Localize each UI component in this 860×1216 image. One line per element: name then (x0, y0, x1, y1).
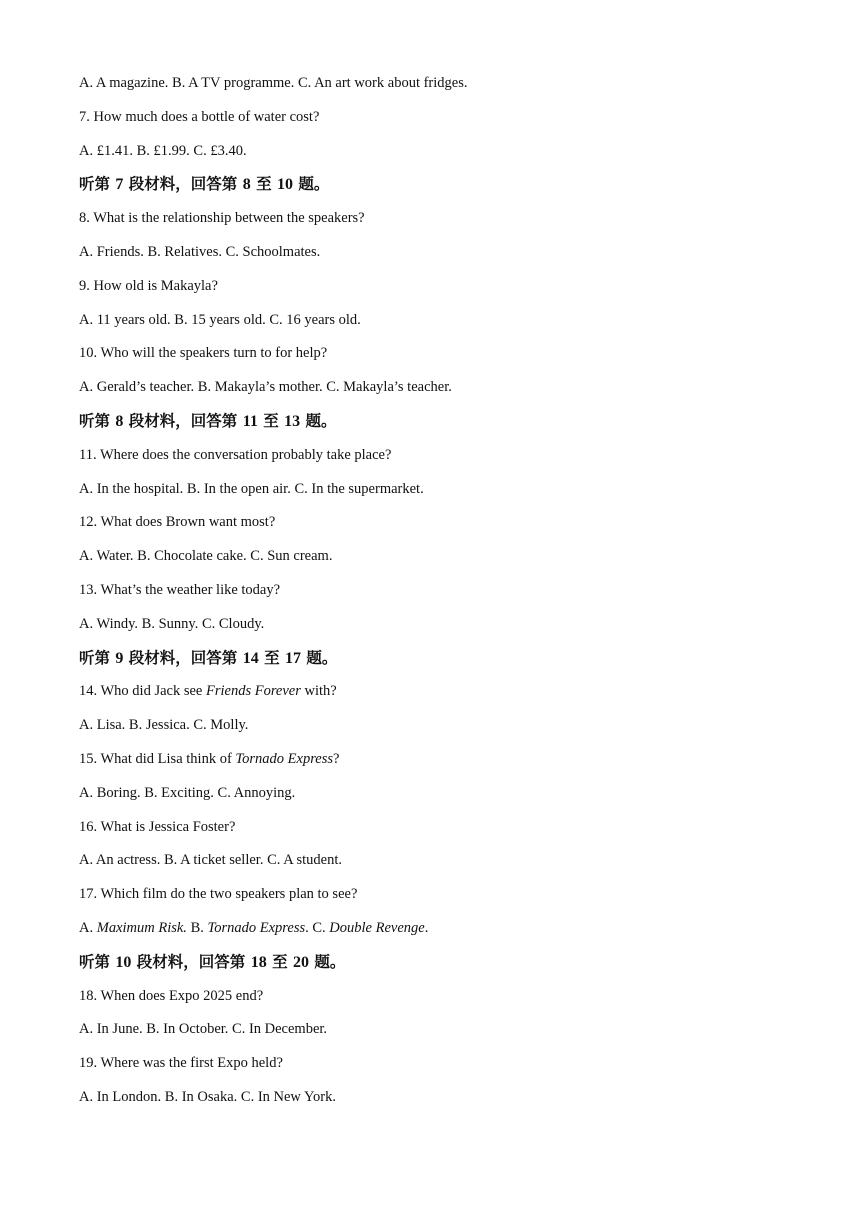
title-italic: Double Revenge (329, 919, 425, 936)
answer-options: A. An actress. B. A ticket seller. C. A student. (79, 852, 342, 869)
answer-options: A. A magazine. B. A TV programme. C. An art work about fridges. (79, 75, 468, 91)
section-heading (79, 951, 799, 985)
question-text (79, 680, 799, 714)
text-fragment: 7 (115, 176, 124, 194)
question-text: 18. When does Expo 2025 end? (79, 987, 264, 1004)
question-text (79, 917, 799, 951)
question-text: 11. Where does the conversation probably take place? (79, 446, 392, 463)
question-text: 13. What’s the weather like today? (79, 581, 281, 598)
section-heading (79, 410, 799, 444)
question-text: 12. What does Brown want most? (79, 514, 276, 531)
document-content (79, 72, 799, 1120)
text-fragment: A. (79, 919, 97, 936)
question-text (79, 748, 799, 782)
question-text: 10. Who will the speakers turn to for help? (79, 345, 328, 362)
text-fragment: 听第 (79, 410, 116, 430)
text-fragment: 至 (266, 951, 293, 971)
text-fragment: 段材料，回答第 (123, 174, 243, 194)
question-text: 7. How much does a bottle of water cost? (79, 108, 320, 125)
text-fragment: 14 (242, 649, 259, 667)
text-fragment: 段材料，回答第 (123, 410, 243, 430)
text-fragment: 20 (293, 953, 309, 971)
title-italic: Tornado Express (235, 750, 334, 767)
text-fragment: 15. What did Lisa think of (79, 750, 236, 767)
text-fragment: 至 (250, 174, 277, 194)
text-fragment: 段材料，回答第 (123, 647, 243, 667)
answer-options: A. 11 years old. B. 15 years old. C. 16 years old. (79, 311, 361, 328)
section-heading (79, 647, 799, 681)
title-italic: Friends Forever (205, 683, 301, 700)
title-italic: Tornado Express (207, 919, 306, 936)
text-fragment: 11 (242, 412, 258, 430)
text-fragment: 9 (115, 649, 124, 667)
answer-options: A. Gerald’s teacher. B. Makayla’s mother. C. Makayla’s teacher. (79, 379, 452, 396)
answer-options: A. In June. B. In October. C. In December. (79, 1021, 328, 1038)
text-fragment: 段材料，回答第 (131, 951, 251, 971)
text-fragment: 至 (257, 410, 285, 430)
text-fragment: . C. (305, 919, 330, 936)
question-text: 19. Where was the first Expo held? (79, 1055, 283, 1072)
text-fragment: 至 (258, 647, 285, 667)
answer-options: A. Boring. B. Exciting. C. Annoying. (79, 784, 296, 801)
answer-options: A. In the hospital. B. In the open air. C. In the supermarket. (79, 480, 424, 497)
answer-options: A. Water. B. Chocolate cake. C. Sun cream. (79, 548, 333, 565)
title-italic: Maximum Risk. (96, 919, 187, 936)
text-fragment: B. (186, 919, 208, 936)
answer-options: A. Windy. B. Sunny. C. Cloudy. (79, 615, 265, 632)
text-fragment: 题。 (300, 410, 337, 430)
text-fragment: 8 (115, 412, 124, 430)
text-fragment: 题。 (293, 174, 330, 194)
text-fragment: 听第 (79, 174, 116, 194)
text-fragment: ? (333, 750, 340, 767)
text-fragment: with? (300, 683, 337, 700)
question-text: 8. What is the relationship between the speakers? (79, 210, 365, 227)
text-fragment: 18 (250, 953, 267, 971)
question-text: 9. How old is Makayla? (79, 277, 218, 294)
answer-options: A. In London. B. In Osaka. C. In New York. (79, 1088, 336, 1105)
text-fragment: . (424, 919, 429, 936)
text-fragment: 10 (115, 953, 132, 971)
text-fragment: 17 (285, 649, 301, 667)
text-fragment: 8 (242, 176, 251, 194)
text-fragment: 10 (277, 176, 293, 194)
text-fragment: 13 (284, 412, 301, 430)
text-fragment: 听第 (79, 647, 116, 667)
question-text: 16. What is Jessica Foster? (79, 818, 236, 835)
text-fragment: 14. Who did Jack see (79, 683, 206, 700)
text-fragment: 听第 (79, 951, 116, 971)
section-heading (79, 173, 799, 207)
text-fragment: 题。 (309, 951, 346, 971)
text-fragment: 题。 (301, 647, 338, 667)
question-text: 17. Which film do the two speakers plan to see? (79, 886, 358, 903)
answer-options: A. Friends. B. Relatives. C. Schoolmates. (79, 243, 321, 260)
answer-options: A. Lisa. B. Jessica. C. Molly. (79, 717, 249, 734)
answer-options: A. £1.41. B. £1.99. C. £3.40. (79, 142, 247, 159)
